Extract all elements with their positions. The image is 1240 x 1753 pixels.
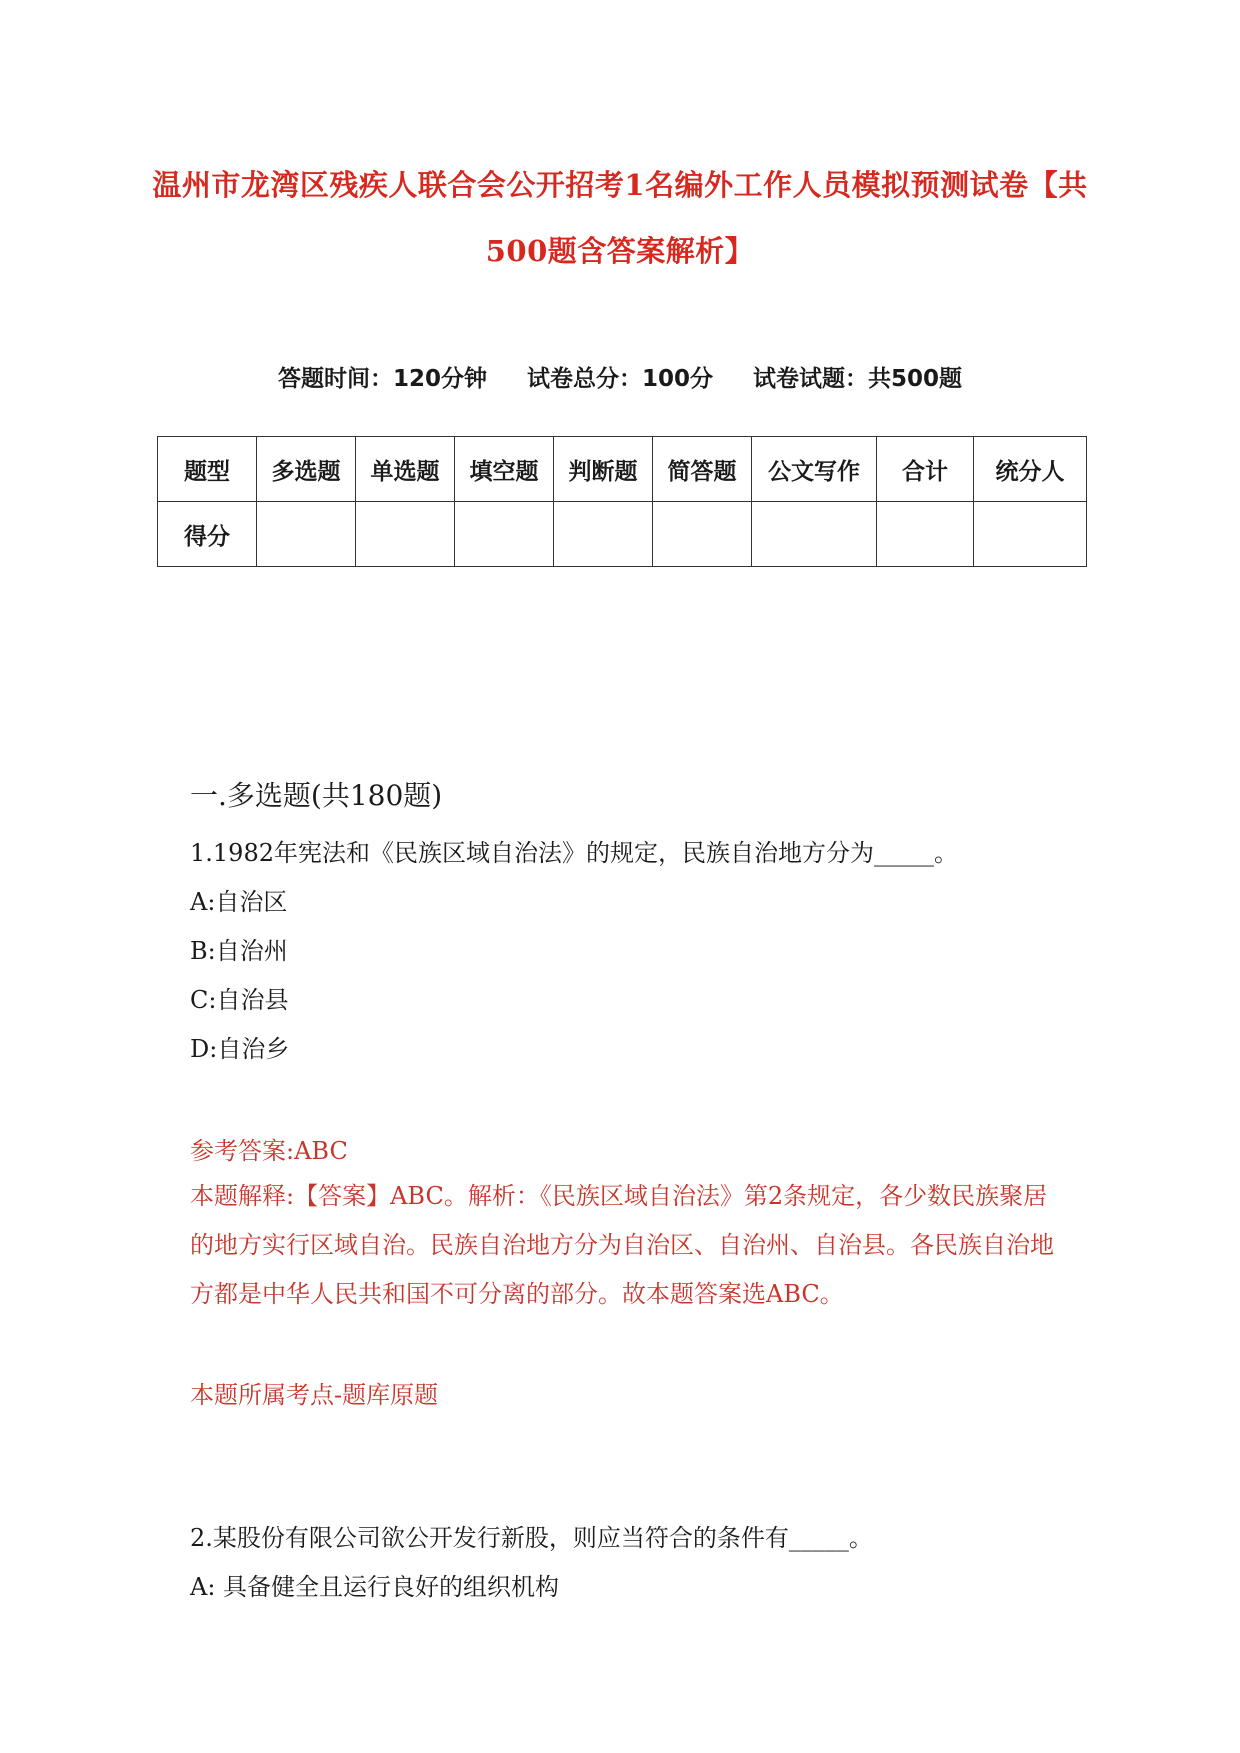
exam-total-score: 试卷总分：100分: [526, 366, 713, 392]
score-table-header-row: [158, 437, 1087, 502]
option-b: B:自治州: [190, 937, 288, 965]
score-cell: [653, 502, 752, 567]
option-a: A: 具备健全且运行良好的组织机构: [190, 1573, 560, 1601]
score-table-header: 统分人: [974, 437, 1087, 502]
score-cell: [356, 502, 455, 567]
section-heading: 一.多选题(共180题): [190, 779, 443, 812]
score-cell: [257, 502, 356, 567]
option-c: C:自治县: [190, 986, 289, 1014]
score-table-header: 合计: [877, 437, 974, 502]
score-cell: [752, 502, 877, 567]
answer-explanation: 本题解释:【答案】ABC。解析：《民族区域自治法》第2条规定，各少数民族聚居的地方实行区域自治。民族自治地方分为自治区、自治州、自治县。各民族自治地方都是中华人民共和国不可分离的部分。故本题答案选ABC。: [190, 1182, 1054, 1308]
knowledge-point: 本题所属考点-题库原题: [190, 1381, 439, 1409]
score-table-score-row: [158, 502, 1087, 567]
score-table-header: 填空题: [455, 437, 554, 502]
score-cell: [974, 502, 1087, 567]
score-table-header: 题型: [158, 437, 257, 502]
score-table-header: 判断题: [554, 437, 653, 502]
option-d: D:自治乡: [190, 1035, 290, 1063]
score-table-header: 公文写作: [752, 437, 877, 502]
score-row-label: 得分: [158, 502, 257, 567]
exam-meta: [0, 360, 1240, 393]
score-table: [157, 436, 1087, 567]
score-cell: [877, 502, 974, 567]
option-a: A:自治区: [190, 888, 288, 916]
score-table-header: 简答题: [653, 437, 752, 502]
exam-time: 答题时间：120分钟: [277, 366, 487, 392]
question-text: 1.1982年宪法和《民族区域自治法》的规定，民族自治地方分为_____。: [190, 839, 958, 867]
reference-answer: 参考答案:ABC: [190, 1137, 348, 1165]
document-title: 温州市龙湾区残疾人联合会公开招考1名编外工作人员模拟预测试卷【共500题含答案解析】: [152, 168, 1088, 268]
question-text: 2.某股份有限公司欲公开发行新股，则应当符合的条件有_____。: [190, 1524, 873, 1552]
score-table-header: 多选题: [257, 437, 356, 502]
score-table-header: 单选题: [356, 437, 455, 502]
score-cell: [554, 502, 653, 567]
exam-question-count: 试卷试题：共500题: [753, 366, 963, 392]
score-cell: [455, 502, 554, 567]
